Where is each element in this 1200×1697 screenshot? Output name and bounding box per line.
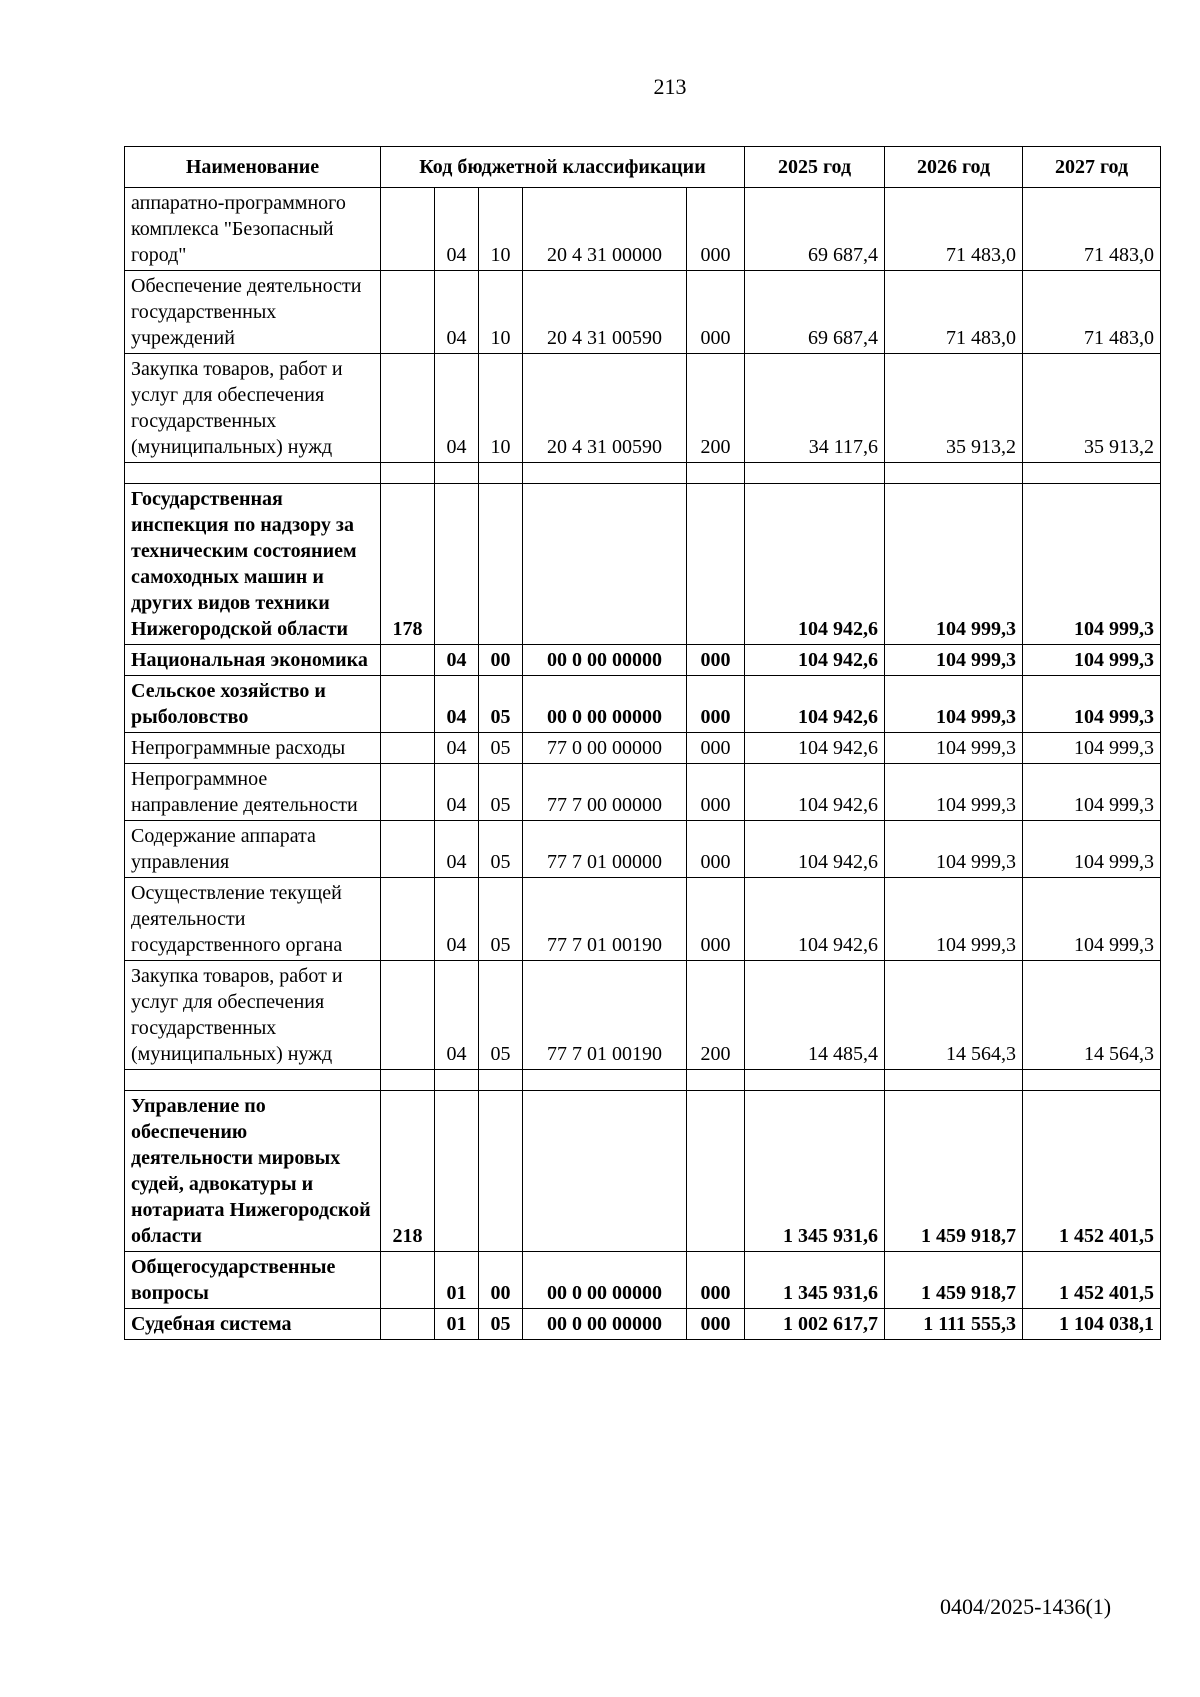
cell-2026: 14 564,3 [885, 961, 1023, 1070]
cell-2025: 104 942,6 [745, 733, 885, 764]
cell-expense-type [687, 1091, 745, 1252]
cell-subsection: 05 [479, 821, 523, 878]
table-row [125, 271, 1161, 354]
cell-name: Государственная инспекция по надзору за техническим состоянием самоходных машин и других видов техники Нижегородской области [125, 484, 381, 645]
cell-section: 04 [435, 645, 479, 676]
cell-section: 04 [435, 733, 479, 764]
cell-expense-type: 000 [687, 645, 745, 676]
cell-2027: 104 999,3 [1023, 878, 1161, 961]
cell-grbs [381, 645, 435, 676]
cell-grbs [381, 733, 435, 764]
empty-cell [435, 1070, 479, 1091]
table-row [125, 676, 1161, 733]
empty-cell [885, 1070, 1023, 1091]
empty-cell [687, 463, 745, 484]
cell-section: 01 [435, 1252, 479, 1309]
header-2026: 2026 год [885, 147, 1023, 188]
cell-subsection: 05 [479, 733, 523, 764]
table-row [125, 484, 1161, 645]
cell-2027: 1 452 401,5 [1023, 1252, 1161, 1309]
empty-cell [745, 463, 885, 484]
cell-name: аппаратно-программного комплекса "Безопасный город" [125, 188, 381, 271]
table-row [125, 878, 1161, 961]
cell-target-article: 00 0 00 00000 [523, 1309, 687, 1340]
cell-subsection: 10 [479, 271, 523, 354]
header-name: Наименование [125, 147, 381, 188]
cell-2025: 1 002 617,7 [745, 1309, 885, 1340]
table-row [125, 821, 1161, 878]
table-row [125, 1091, 1161, 1252]
cell-expense-type: 000 [687, 188, 745, 271]
cell-subsection [479, 1091, 523, 1252]
document-code: 0404/2025-1436(1) [940, 1594, 1112, 1619]
cell-section: 04 [435, 764, 479, 821]
cell-2025: 104 942,6 [745, 878, 885, 961]
cell-target-article [523, 484, 687, 645]
cell-grbs [381, 188, 435, 271]
cell-expense-type: 000 [687, 1252, 745, 1309]
cell-2027: 35 913,2 [1023, 354, 1161, 463]
cell-target-article [523, 1091, 687, 1252]
cell-2026: 71 483,0 [885, 271, 1023, 354]
cell-expense-type: 000 [687, 764, 745, 821]
cell-2025: 34 117,6 [745, 354, 885, 463]
cell-subsection: 05 [479, 878, 523, 961]
cell-expense-type [687, 484, 745, 645]
cell-2027: 71 483,0 [1023, 188, 1161, 271]
cell-section [435, 1091, 479, 1252]
cell-name: Непрограммные расходы [125, 733, 381, 764]
cell-grbs: 178 [381, 484, 435, 645]
cell-2026: 104 999,3 [885, 733, 1023, 764]
header-code: Код бюджетной классификации [381, 147, 745, 188]
cell-section [435, 484, 479, 645]
cell-target-article: 20 4 31 00590 [523, 354, 687, 463]
table-body [125, 188, 1161, 1340]
empty-cell [381, 463, 435, 484]
cell-section: 04 [435, 961, 479, 1070]
cell-2025: 1 345 931,6 [745, 1252, 885, 1309]
cell-2027: 104 999,3 [1023, 764, 1161, 821]
cell-2027: 71 483,0 [1023, 271, 1161, 354]
cell-2026: 1 111 555,3 [885, 1309, 1023, 1340]
cell-2027: 104 999,3 [1023, 733, 1161, 764]
cell-target-article: 77 0 00 00000 [523, 733, 687, 764]
cell-name: Сельское хозяйство и рыболовство [125, 676, 381, 733]
cell-2025: 14 485,4 [745, 961, 885, 1070]
cell-section: 04 [435, 821, 479, 878]
cell-2026: 104 999,3 [885, 676, 1023, 733]
cell-target-article: 00 0 00 00000 [523, 645, 687, 676]
cell-grbs [381, 676, 435, 733]
cell-2025: 104 942,6 [745, 645, 885, 676]
empty-cell [435, 463, 479, 484]
cell-grbs [381, 354, 435, 463]
empty-cell [381, 1070, 435, 1091]
cell-2025: 104 942,6 [745, 484, 885, 645]
cell-2025: 69 687,4 [745, 188, 885, 271]
cell-grbs [381, 1309, 435, 1340]
cell-expense-type: 000 [687, 878, 745, 961]
empty-cell [885, 463, 1023, 484]
cell-2026: 1 459 918,7 [885, 1252, 1023, 1309]
empty-cell [479, 1070, 523, 1091]
cell-2026: 1 459 918,7 [885, 1091, 1023, 1252]
cell-2026: 104 999,3 [885, 645, 1023, 676]
table-row [125, 188, 1161, 271]
cell-2026: 104 999,3 [885, 821, 1023, 878]
cell-name: Судебная система [125, 1309, 381, 1340]
cell-grbs [381, 961, 435, 1070]
cell-2025: 104 942,6 [745, 676, 885, 733]
cell-target-article: 77 7 01 00190 [523, 961, 687, 1070]
spacer-row [125, 463, 1161, 484]
table-header-row [125, 147, 1161, 188]
cell-grbs: 218 [381, 1091, 435, 1252]
cell-target-article: 77 7 01 00000 [523, 821, 687, 878]
cell-expense-type: 000 [687, 733, 745, 764]
cell-grbs [381, 878, 435, 961]
header-2027: 2027 год [1023, 147, 1161, 188]
cell-subsection: 10 [479, 188, 523, 271]
cell-2027: 1 452 401,5 [1023, 1091, 1161, 1252]
cell-2025: 1 345 931,6 [745, 1091, 885, 1252]
table-row [125, 1252, 1161, 1309]
cell-section: 04 [435, 878, 479, 961]
cell-subsection: 10 [479, 354, 523, 463]
empty-cell [479, 463, 523, 484]
cell-target-article: 77 7 00 00000 [523, 764, 687, 821]
cell-target-article: 00 0 00 00000 [523, 676, 687, 733]
header-2025: 2025 год [745, 147, 885, 188]
cell-section: 04 [435, 188, 479, 271]
cell-2026: 71 483,0 [885, 188, 1023, 271]
cell-2026: 104 999,3 [885, 878, 1023, 961]
cell-expense-type: 200 [687, 961, 745, 1070]
cell-section: 01 [435, 1309, 479, 1340]
cell-subsection: 00 [479, 645, 523, 676]
cell-grbs [381, 821, 435, 878]
empty-cell [125, 1070, 381, 1091]
empty-cell [1023, 1070, 1161, 1091]
empty-cell [125, 463, 381, 484]
cell-subsection: 05 [479, 961, 523, 1070]
cell-target-article: 77 7 01 00190 [523, 878, 687, 961]
table-row [125, 1309, 1161, 1340]
empty-cell [523, 463, 687, 484]
cell-target-article: 20 4 31 00590 [523, 271, 687, 354]
cell-2027: 104 999,3 [1023, 821, 1161, 878]
cell-2027: 14 564,3 [1023, 961, 1161, 1070]
cell-name: Закупка товаров, работ и услуг для обеспечения государственных (муниципальных) нужд [125, 961, 381, 1070]
cell-grbs [381, 1252, 435, 1309]
cell-name: Национальная экономика [125, 645, 381, 676]
cell-name: Осуществление текущей деятельности государственного органа [125, 878, 381, 961]
empty-cell [687, 1070, 745, 1091]
empty-cell [523, 1070, 687, 1091]
cell-subsection [479, 484, 523, 645]
cell-2027: 1 104 038,1 [1023, 1309, 1161, 1340]
cell-section: 04 [435, 354, 479, 463]
cell-2027: 104 999,3 [1023, 645, 1161, 676]
cell-2025: 104 942,6 [745, 821, 885, 878]
cell-name: Закупка товаров, работ и услуг для обеспечения государственных (муниципальных) нужд [125, 354, 381, 463]
cell-2026: 104 999,3 [885, 764, 1023, 821]
cell-grbs [381, 764, 435, 821]
cell-expense-type: 200 [687, 354, 745, 463]
page-number: 213 [653, 74, 687, 99]
cell-subsection: 05 [479, 764, 523, 821]
table-row [125, 764, 1161, 821]
spacer-row [125, 1070, 1161, 1091]
cell-section: 04 [435, 676, 479, 733]
table-row [125, 733, 1161, 764]
cell-target-article: 00 0 00 00000 [523, 1252, 687, 1309]
cell-2027: 104 999,3 [1023, 484, 1161, 645]
cell-name: Содержание аппарата управления [125, 821, 381, 878]
cell-2027: 104 999,3 [1023, 676, 1161, 733]
empty-cell [745, 1070, 885, 1091]
cell-name: Обеспечение деятельности государственных учреждений [125, 271, 381, 354]
cell-target-article: 20 4 31 00000 [523, 188, 687, 271]
cell-subsection: 00 [479, 1252, 523, 1309]
cell-2026: 104 999,3 [885, 484, 1023, 645]
cell-2025: 69 687,4 [745, 271, 885, 354]
cell-expense-type: 000 [687, 676, 745, 733]
cell-expense-type: 000 [687, 821, 745, 878]
cell-expense-type: 000 [687, 271, 745, 354]
cell-name: Непрограммное направление деятельности [125, 764, 381, 821]
table-row [125, 645, 1161, 676]
empty-cell [1023, 463, 1161, 484]
cell-2026: 35 913,2 [885, 354, 1023, 463]
cell-section: 04 [435, 271, 479, 354]
cell-grbs [381, 271, 435, 354]
cell-subsection: 05 [479, 1309, 523, 1340]
budget-table [124, 146, 1161, 1340]
cell-name: Общегосударственные вопросы [125, 1252, 381, 1309]
cell-expense-type: 000 [687, 1309, 745, 1340]
table-row [125, 354, 1161, 463]
table-row [125, 961, 1161, 1070]
cell-name: Управление по обеспечению деятельности мировых судей, адвокатуры и нотариата Нижегородской области [125, 1091, 381, 1252]
cell-subsection: 05 [479, 676, 523, 733]
cell-2025: 104 942,6 [745, 764, 885, 821]
